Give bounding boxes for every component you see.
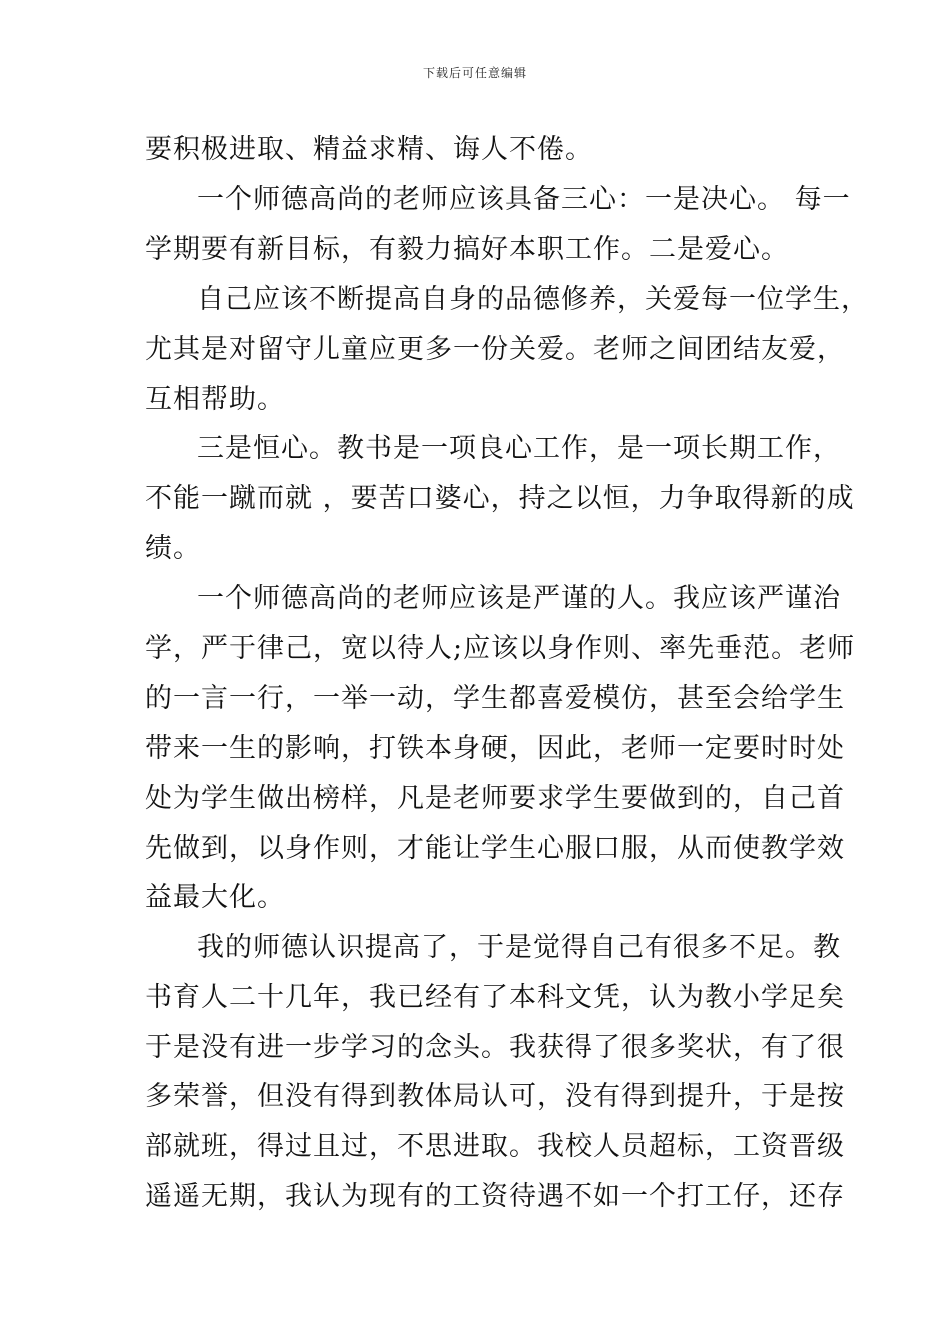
text-line-6: 互相帮助。: [145, 384, 285, 415]
text-line-8: 不能一蹴而就 ，要苦口婆心，持之以恒，力争取得新的成: [145, 483, 855, 514]
text-line-1: 要积极进取、精益求精、诲人不倦。: [145, 134, 593, 165]
text-line-19: 于是没有进一步学习的念头。我获得了很多奖状，有了很: [145, 1032, 845, 1063]
text-line-11: 学，严于律己，宽以待人;应该以身作则、率先垂范。老师: [145, 633, 856, 664]
text-line-17: 我的师德认识提高了，于是觉得自己有很多不足。教: [197, 932, 841, 963]
text-line-2: 一个师德高尚的老师应该具备三心：一是决心。 每一: [197, 184, 851, 215]
text-line-21: 部就班，得过且过，不思进取。我校人员超标，工资晋级: [145, 1131, 845, 1162]
page-header: 下载后可任意编辑: [422, 66, 527, 80]
text-line-15: 先做到，以身作则，才能让学生心服口服，从而使教学效: [145, 833, 845, 864]
text-line-3: 学期要有新目标，有毅力搞好本职工作。二是爱心。: [145, 234, 789, 265]
text-line-14: 处为学生做出榜样，凡是老师要求学生要做到的，自己首: [145, 783, 845, 814]
text-line-10: 一个师德高尚的老师应该是严谨的人。我应该严谨治: [197, 583, 841, 614]
text-line-7: 三是恒心。教书是一项良心工作，是一项长期工作，: [197, 433, 841, 464]
text-line-20: 多荣誉，但没有得到教体局认可，没有得到提升，于是按: [145, 1081, 845, 1112]
text-line-18: 书育人二十几年，我已经有了本科文凭，认为教小学足矣: [145, 982, 845, 1013]
text-line-12: 的一言一行，一举一动，学生都喜爱模仿，甚至会给学生: [145, 683, 845, 714]
text-line-13: 带来一生的影响，打铁本身硬，因此，老师一定要时时处: [145, 733, 845, 764]
text-line-4: 自己应该不断提高自身的品德修养，关爱每一位学生，: [197, 284, 869, 315]
text-line-16: 益最大化。: [145, 882, 285, 913]
text-line-5: 尤其是对留守儿童应更多一份关爱。老师之间团结友爱，: [145, 334, 845, 365]
text-line-22: 遥遥无期，我认为现有的工资待遇不如一个打工仔，还存: [145, 1181, 845, 1212]
text-line-9: 绩。: [145, 533, 201, 564]
